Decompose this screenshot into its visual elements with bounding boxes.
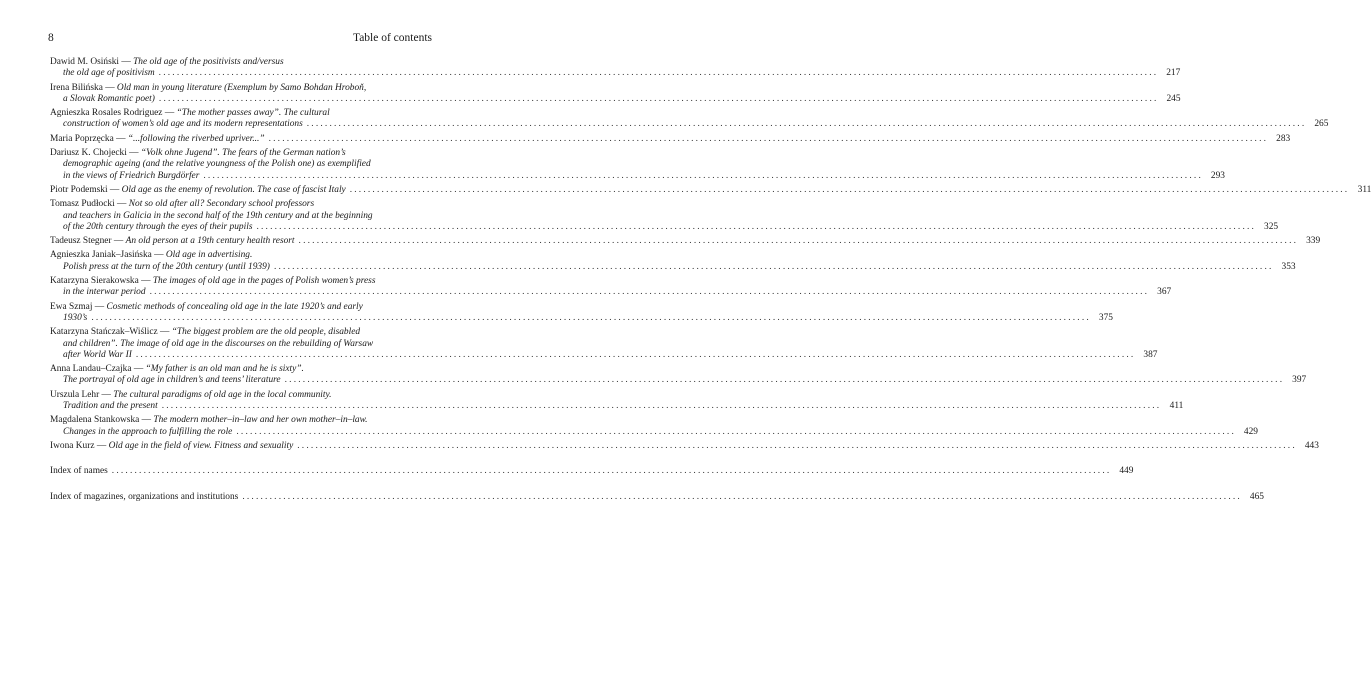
entry-text-wrap xyxy=(63,339,373,349)
entry-text-wrap xyxy=(63,94,155,105)
entry-title: the old age of positivism xyxy=(63,68,155,79)
entry-author: Agnieszka Rosales Rodriguez xyxy=(50,108,163,119)
entry-page-number: 429 xyxy=(1243,426,1258,437)
toc-entry-line xyxy=(50,133,1291,145)
toc-entry xyxy=(50,57,1181,80)
entry-title: and teachers in Galicia in the second half of the 19th century and at the beginning xyxy=(63,210,373,221)
entry-text-wrap xyxy=(50,390,331,400)
toc-entry-line xyxy=(50,364,430,375)
toc-entry xyxy=(50,82,1181,106)
entry-title: construction of women’s old age and its modern representations xyxy=(63,119,303,130)
entry-text-wrap xyxy=(50,83,366,93)
entry-author: Katarzyna Stańczak–Wiślicz xyxy=(50,327,158,338)
entry-separator: — xyxy=(121,57,131,67)
entry-title: “Volk ohne Jugend”. The fears of the German nation’s xyxy=(140,148,346,159)
toc-entry xyxy=(50,108,1329,131)
entry-page-number: 375 xyxy=(1098,312,1113,323)
entry-title: in the interwar period xyxy=(63,287,146,298)
toc-entry xyxy=(50,415,1258,438)
dot-leader: ............................................................................................................................................................................................................................ xyxy=(256,221,1257,232)
index-entry xyxy=(50,491,1264,503)
entry-author: Agnieszka Janiak–Jasińska xyxy=(50,250,152,261)
entry-title: Old age as the enemy of revolution. The case of fascist Italy xyxy=(121,184,346,195)
entry-page-number: 311 xyxy=(1357,184,1371,195)
entry-text-wrap xyxy=(63,171,199,182)
entry-title: demographic ageing (and the relative youngness of the Polish one) as exemplified xyxy=(63,159,371,170)
entry-text-wrap xyxy=(50,134,265,145)
toc-entry xyxy=(50,250,1296,273)
toc-entry xyxy=(50,389,1184,413)
dot-leader: ............................................................................................................................................................................................................................ xyxy=(242,491,1242,502)
entry-page-number: 397 xyxy=(1292,375,1307,386)
entry-text-wrap xyxy=(50,108,330,118)
entry-separator: — xyxy=(96,440,107,451)
entry-text-wrap xyxy=(63,313,87,324)
entry-text-wrap xyxy=(63,375,281,386)
toc-entry-line xyxy=(50,83,430,94)
entry-separator: — xyxy=(133,364,144,375)
entry-text-wrap xyxy=(50,199,314,209)
entry-separator: — xyxy=(101,389,111,400)
entry-page-number: 353 xyxy=(1281,261,1296,272)
entry-separator: — xyxy=(105,82,115,93)
entry-text-wrap xyxy=(63,350,132,361)
toc-entry xyxy=(50,148,1225,182)
entry-title: in the views of Friedrich Burgdörfer xyxy=(63,170,200,181)
toc-entry-line xyxy=(50,184,1371,196)
toc-entry-line xyxy=(50,148,430,159)
entry-title: Not so old after all? Secondary school professors xyxy=(128,199,315,210)
entry-author: Iwona Kurz xyxy=(50,440,95,451)
toc-entry xyxy=(50,236,1321,247)
entry-page-number: 443 xyxy=(1304,440,1319,451)
entry-title: “...following the riverbed upriver...” xyxy=(127,133,265,144)
entry-author: Piotr Podemski xyxy=(50,184,108,195)
toc-entry-line xyxy=(50,159,430,170)
dot-leader: ............................................................................................................................................................................................................................ xyxy=(111,466,1112,477)
entry-text-wrap xyxy=(50,148,346,158)
toc-entry-line xyxy=(50,415,430,426)
entry-author: Ewa Szmaj xyxy=(50,301,93,312)
entry-text-wrap xyxy=(63,427,232,438)
spacer xyxy=(50,455,430,466)
entry-text-wrap xyxy=(50,364,304,374)
entry-separator: — xyxy=(129,148,139,159)
entry-text-wrap xyxy=(63,159,371,169)
entry-page-number: 339 xyxy=(1306,236,1321,247)
entry-text-wrap xyxy=(50,302,363,312)
toc-entry-line xyxy=(50,287,1172,298)
entry-text-wrap xyxy=(50,327,360,337)
page-header xyxy=(48,31,432,45)
dot-leader: ............................................................................................................................................................................................................................ xyxy=(298,236,1299,247)
toc-entry-line xyxy=(50,221,1279,233)
entry-title: Cosmetic methods of concealing old age in the late 1920’s and early xyxy=(106,301,363,312)
entry-title: “The biggest problem are the old people, disabled xyxy=(171,327,361,338)
entry-title: The modern mother–in–law and her own mother–in–law. xyxy=(153,415,368,426)
toc-entry xyxy=(50,440,1319,452)
spacer xyxy=(50,481,430,492)
dot-leader: ............................................................................................................................................................................................................................ xyxy=(284,375,1285,386)
entry-title: Changes in the approach to fulfilling the role xyxy=(63,426,233,437)
index-entry xyxy=(50,466,1134,477)
entry-title: “The mother passes away”. The cultural xyxy=(176,108,330,119)
entry-text-wrap xyxy=(63,401,158,412)
entry-separator: — xyxy=(160,327,170,338)
entry-separator: — xyxy=(116,133,126,144)
toc-entry-line xyxy=(50,440,1319,452)
entry-title: Old age in advertising. xyxy=(165,250,253,261)
dot-leader: ............................................................................................................................................................................................................................ xyxy=(161,401,1162,412)
toc-entry xyxy=(50,364,1307,387)
entry-separator: — xyxy=(154,250,164,261)
dot-leader: ............................................................................................................................................................................................................................ xyxy=(149,287,1150,298)
entry-separator: — xyxy=(141,415,152,426)
entry-author: Katarzyna Sierakowska xyxy=(50,276,139,287)
index-entry-line xyxy=(50,466,1134,477)
toc-entry-line xyxy=(50,401,1184,412)
toc-entry xyxy=(50,133,1291,145)
entry-page-number: 387 xyxy=(1143,349,1158,360)
entry-author: Tadeusz Stegner xyxy=(50,236,112,247)
toc-entry-line xyxy=(50,261,1296,273)
toc-entry xyxy=(50,301,1113,325)
entry-title: The old age of the positivists and/versus xyxy=(133,57,284,67)
toc-entry-line xyxy=(50,236,1321,247)
dot-leader: ............................................................................................................................................................................................................................ xyxy=(297,440,1297,451)
entry-page-number: 217 xyxy=(1166,68,1181,79)
entry-title: An old person at a 19th century health resort xyxy=(125,236,295,247)
entry-title: “My father is an old man and he is sixty”. xyxy=(145,364,304,375)
toc-entry xyxy=(50,184,1371,196)
dot-leader: ............................................................................................................................................................................................................................ xyxy=(306,119,1307,130)
toc-entry-line xyxy=(50,250,430,261)
entry-separator: — xyxy=(164,108,175,119)
toc-entry-line xyxy=(50,119,1329,130)
entry-page-number: 325 xyxy=(1264,221,1279,232)
entry-text-wrap xyxy=(63,222,252,233)
entry-title: and children”. The image of old age in the discourses on the rebuilding of Warsaw xyxy=(63,338,374,349)
index-page-number: 449 xyxy=(1119,466,1134,477)
entry-text-wrap xyxy=(50,57,284,67)
toc-entry-line xyxy=(50,349,1158,361)
toc-entry-line xyxy=(50,390,430,401)
page-number: 8 xyxy=(48,32,54,44)
entry-title: 1930’s xyxy=(63,312,88,323)
toc-entry-line xyxy=(50,57,430,68)
toc-entry xyxy=(50,327,1158,361)
dot-leader: ............................................................................................................................................................................................................................ xyxy=(135,349,1136,360)
table-of-contents xyxy=(50,57,1371,506)
toc-entry-line xyxy=(50,302,430,313)
toc-entry-line xyxy=(50,375,1307,386)
entry-title: The portrayal of old age in children’s and teens’ literature xyxy=(63,375,281,386)
entry-text-wrap xyxy=(50,250,252,260)
toc-entry-line xyxy=(50,426,1258,438)
entry-title: The cultural paradigms of old age in the local community. xyxy=(113,389,332,400)
entry-separator: — xyxy=(94,301,105,312)
dot-leader: ............................................................................................................................................................................................................................ xyxy=(91,312,1091,323)
entry-text-wrap xyxy=(50,276,375,286)
entry-text-wrap xyxy=(50,415,368,425)
running-title: Table of contents xyxy=(352,32,432,44)
toc-entry-line xyxy=(50,327,430,338)
toc-entry-line xyxy=(50,339,430,350)
entry-title: a Slovak Romantic poet) xyxy=(63,93,155,104)
entry-page-number: 367 xyxy=(1157,287,1172,298)
entry-title: of the 20th century through the eyes of their pupils xyxy=(63,221,253,232)
entry-page-number: 411 xyxy=(1169,401,1184,412)
entry-text-wrap xyxy=(63,119,303,130)
index-page-number: 465 xyxy=(1249,491,1264,502)
entry-text-wrap xyxy=(63,262,270,273)
entry-title: Old man in young literature (Exemplum by Samo Bohdan Hroboň, xyxy=(116,82,367,93)
dot-leader: ............................................................................................................................................................................................................................ xyxy=(236,426,1236,437)
entry-author: Urszula Lehr xyxy=(50,389,100,400)
entry-text-wrap xyxy=(63,211,373,221)
entry-page-number: 265 xyxy=(1314,119,1329,130)
entry-separator: — xyxy=(117,199,127,210)
dot-leader: ............................................................................................................................................................................................................................ xyxy=(158,68,1159,79)
entry-author: Maria Poprzęcka xyxy=(50,133,114,144)
entry-author: Dariusz K. Chojecki xyxy=(50,148,127,159)
toc-entry xyxy=(50,199,1279,233)
dot-leader: ............................................................................................................................................................................................................................ xyxy=(158,93,1159,104)
toc-entry-line xyxy=(50,199,430,210)
dot-leader: ............................................................................................................................................................................................................................ xyxy=(273,261,1274,272)
entry-page-number: 283 xyxy=(1276,133,1291,144)
toc-entry-line xyxy=(50,211,430,222)
entry-text-wrap xyxy=(50,236,295,247)
toc-entry-line xyxy=(50,108,430,119)
dot-leader: ............................................................................................................................................................................................................................ xyxy=(203,170,1203,181)
entry-author: Dawid M. Osiński xyxy=(50,57,120,67)
entry-text-wrap xyxy=(63,68,155,79)
entry-title: Tradition and the present xyxy=(63,401,158,412)
entry-author: Magdalena Stankowska xyxy=(50,415,140,426)
entry-title: after World War II xyxy=(63,349,132,360)
entry-separator: — xyxy=(141,276,151,287)
index-entry-line xyxy=(50,491,1264,503)
toc-entry-line xyxy=(50,312,1113,324)
toc-entry-line xyxy=(50,68,1181,79)
toc-entry-line xyxy=(50,170,1225,182)
entry-page-number: 245 xyxy=(1166,93,1181,104)
toc-entry-line xyxy=(50,93,1181,105)
entry-title: The images of old age in the pages of Polish women’s press xyxy=(152,276,376,287)
entry-separator: — xyxy=(109,184,120,195)
entry-text-wrap xyxy=(50,441,293,452)
entry-author: Tomasz Pudłocki xyxy=(50,199,115,210)
entry-text-wrap xyxy=(50,185,346,196)
dot-leader: ............................................................................................................................................................................................................................ xyxy=(349,184,1350,195)
entry-title: Old age in the field of view. Fitness and sexuality xyxy=(108,440,294,451)
entry-author: Irena Bilińska xyxy=(50,82,103,93)
toc-entry-line xyxy=(50,276,430,287)
entry-separator: — xyxy=(113,236,124,247)
entry-author: Anna Landau–Czajka xyxy=(50,364,132,375)
entry-text-wrap xyxy=(63,287,146,298)
index-title: Index of magazines, organizations and institutions xyxy=(50,491,239,502)
entry-page-number: 293 xyxy=(1210,170,1225,181)
toc-entry xyxy=(50,276,1172,299)
dot-leader: ............................................................................................................................................................................................................................ xyxy=(268,133,1269,144)
index-title: Index of names xyxy=(50,466,108,477)
entry-title: Polish press at the turn of the 20th century (until 1939) xyxy=(63,261,270,272)
